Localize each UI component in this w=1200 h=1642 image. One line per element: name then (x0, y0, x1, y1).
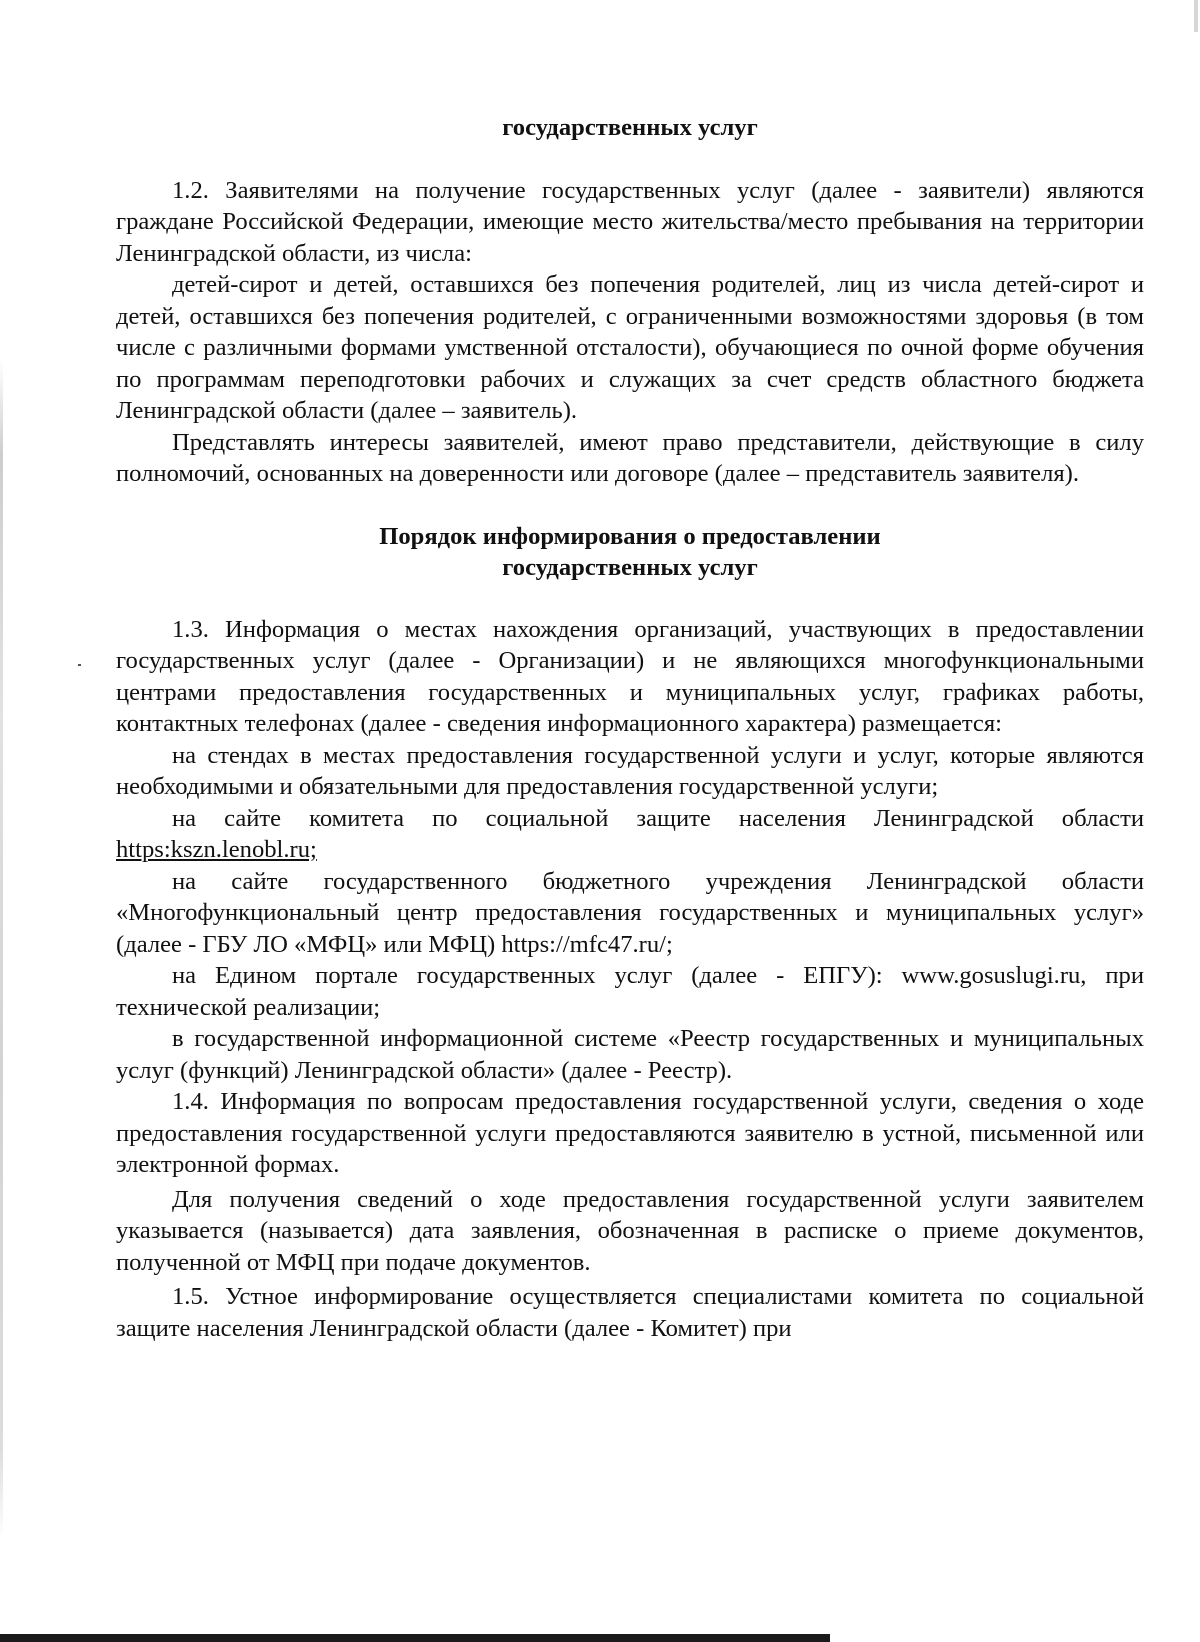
document-body (116, 112, 1144, 1344)
committee-site-text: на сайте комитета по социальной защите населения Ленинградской области (172, 804, 1144, 832)
paragraph-registry: в государственной информационной системе «Реестр государственных и муниципальных услуг (функций) Ленинградской области» (далее - Реестр). (116, 1025, 1144, 1084)
top-heading: государственных услуг (502, 114, 758, 141)
paragraph-1-5: 1.5. Устное информирование осуществляется специалистами комитета по социальной защите населения Ленинградской области (далее - Комитет) при (116, 1283, 1144, 1342)
section-heading-line2: государственных услуг (502, 554, 758, 581)
paragraph-1-3: 1.3. Информация о местах нахождения организаций, участвующих в предоставлении государственных услуг (далее - Организации) и не являющихся многофункциональными центрами предоставления государственных и муниципальных услуг, графиках работы, контактных телефонах (далее - сведения информационного характера) размещается: (116, 615, 1144, 737)
paragraph-orphans: детей-сирот и детей, оставшихся без попечения родителей, лиц из числа детей-сирот и детей, оставшихся без попечения родителей, с ограниченными возможностями здоровья (в том числе с различными формами умственной отсталости), обучающиеся по очной форме обучения по программам переподготовки рабочих и служащих за счет средств областного бюджета Ленинградской области (далее – заявитель). (116, 271, 1144, 424)
paragraph-progress-info: Для получения сведений о ходе предоставления государственной услуги заявителем указывается (называется) дата заявления, обозначенная в расписке о приеме документов, полученной от МФЦ при подаче документов. (116, 1185, 1144, 1276)
paragraph-mfc-site: на сайте государственного бюджетного учреждения Ленинградской области «Многофункциональный центр предоставления государственных и муниципальных услуг» (далее - ГБУ ЛО «МФЦ» или МФЦ) https://mfc47.ru/; (116, 867, 1144, 958)
scan-left-edge-shadow (0, 360, 3, 1540)
paragraph-1-2: 1.2. Заявителями на получение государственных услуг (далее - заявители) являются граждане Российской Федерации, имеющие место жительства/место пребывания на территории Ленинградской области, из числа: (116, 176, 1144, 267)
paragraph-representatives: Представлять интересы заявителей, имеют право представители, действующие в силу полномочий, основанных на доверенности или договоре (далее – представитель заявителя). (116, 428, 1144, 487)
section-heading-line1: Порядок информирования о предоставлении (379, 522, 881, 550)
scan-speck (78, 664, 81, 666)
paragraph-stands: на стендах в местах предоставления государственной услуги и услуг, которые являются необходимыми и обязательными для предоставления государственной услуги; (116, 741, 1144, 800)
paragraph-epgu: на Едином портале государственных услуг (далее - ЕПГУ): www.gosuslugi.ru, при технической реализации; (116, 962, 1144, 1021)
committee-site-link[interactable]: https:kszn.lenobl.ru; (116, 836, 317, 863)
section-heading (116, 521, 1144, 584)
paragraph-committee-site (116, 803, 1144, 866)
scan-edge-mark (1194, 0, 1198, 32)
paragraph-1-4: 1.4. Информация по вопросам предоставления государственной услуги, сведения о ходе предоставления государственной услуги предоставляются заявителю в устной, письменной или электронной формах. (116, 1088, 1144, 1178)
scan-bottom-edge (0, 1634, 830, 1642)
